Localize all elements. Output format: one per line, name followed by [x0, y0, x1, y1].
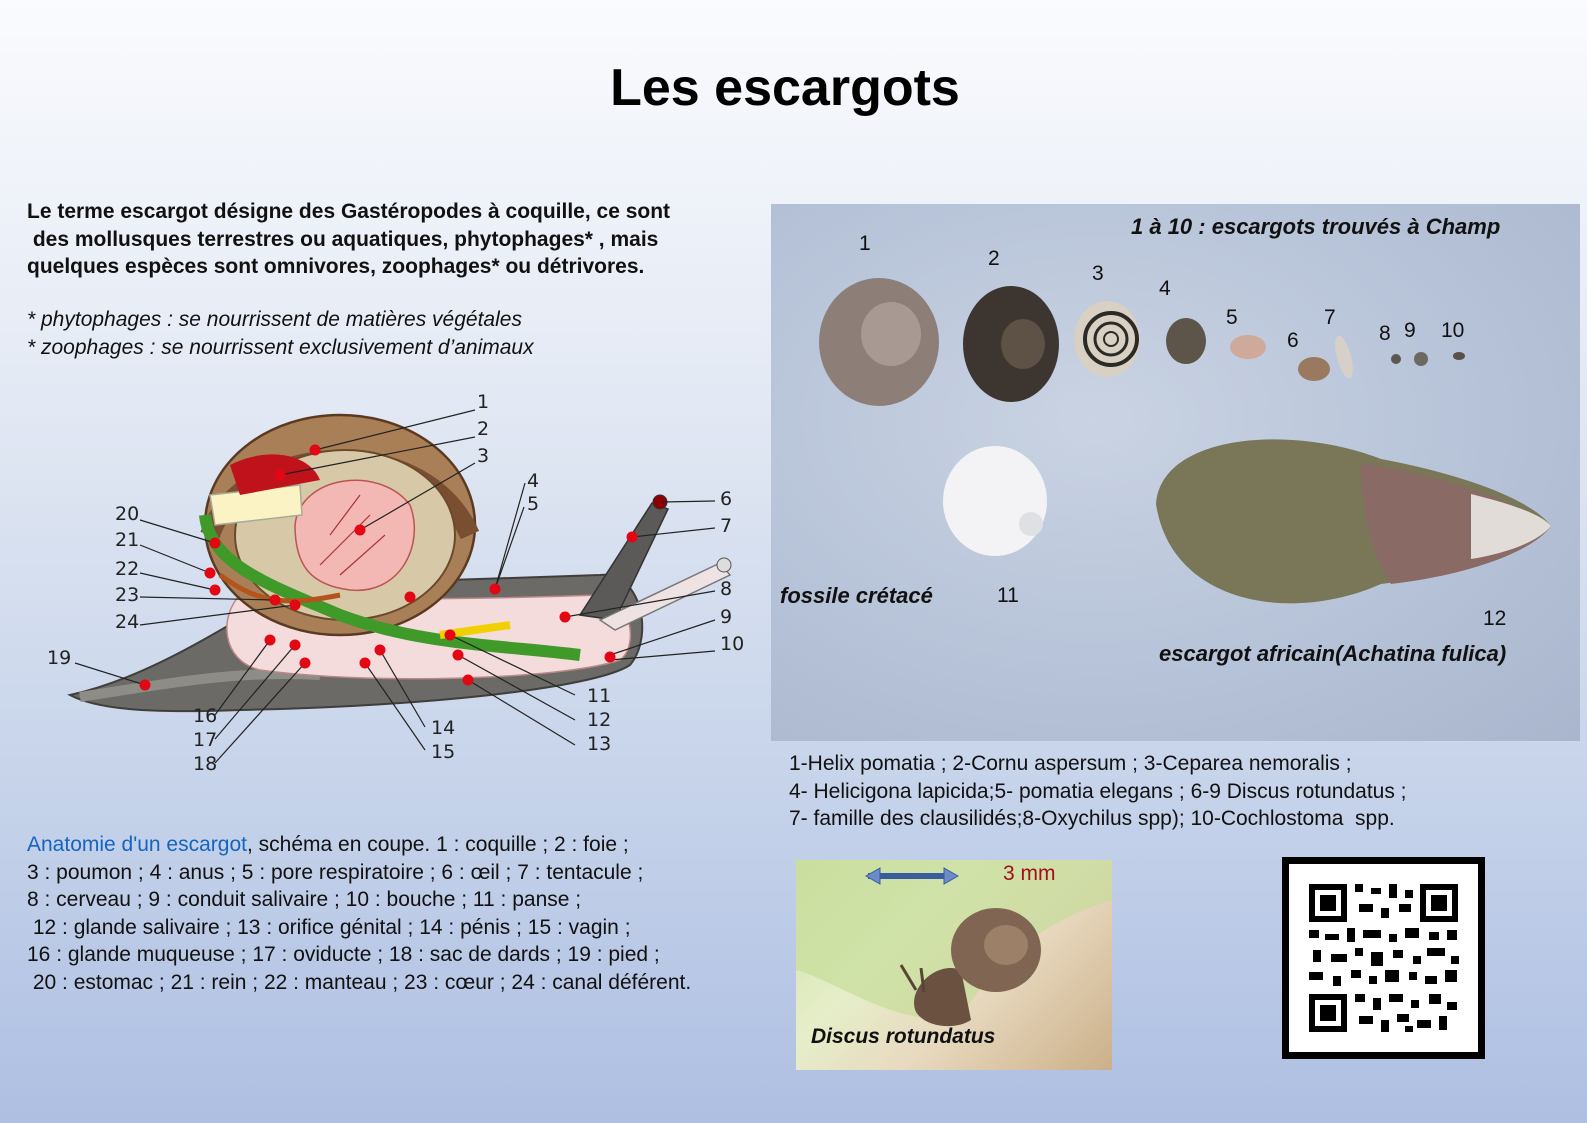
diagram-label: 13 — [587, 733, 612, 755]
shells-photo — [771, 204, 1580, 741]
diagram-label: 2 — [477, 418, 490, 440]
diagram-label: 11 — [587, 685, 612, 707]
diagram-label: 1 — [477, 391, 490, 413]
diagram-label: 20 — [115, 503, 140, 525]
diagram-label: 24 — [115, 611, 140, 633]
discus-photo — [796, 860, 1112, 1070]
legend-line — [27, 831, 797, 859]
legend-line: 20 : estomac ; 21 : rein ; 22 : manteau ; 23 : cœur ; 24 : canal déférent. — [27, 970, 692, 994]
legend-line: 3 : poumon ; 4 : anus ; 5 : pore respiratoire ; 6 : œil ; 7 : tentacule ; — [27, 860, 644, 884]
shell-number: 11 — [997, 584, 1019, 607]
page-title: Les escargots — [610, 59, 960, 117]
definition-zoophages: * zoophages : se nourrissent exclusivement d’animaux — [27, 336, 534, 359]
species-line: 7- famille des clausilidés;8-Oxychilus spp); 10-Cochlostoma spp. — [789, 807, 1395, 830]
legend-text: , schéma en coupe. 1 : coquille ; 2 : foie ; — [246, 833, 629, 856]
definitions — [27, 306, 767, 362]
shell-number: 10 — [1441, 319, 1465, 342]
shell-number: 5 — [1226, 306, 1238, 329]
diagram-label: 9 — [720, 606, 733, 628]
diagram-label: 21 — [115, 529, 140, 551]
shell-number: 12 — [1483, 607, 1507, 630]
species-list — [789, 750, 1579, 833]
shell-number: 8 — [1379, 322, 1391, 345]
discus-caption: Discus rotundatus — [811, 1025, 996, 1048]
diagram-label: 10 — [720, 633, 745, 655]
diagram-label: 15 — [431, 741, 456, 763]
diagram-label: 12 — [587, 709, 612, 731]
shell-number: 2 — [988, 247, 1000, 270]
legend-line: 16 : glande muqueuse ; 17 : oviducte ; 18 : sac de dards ; 19 : pied ; — [27, 943, 660, 966]
definition-phytophages: * phytophages : se nourrissent de matières végétales — [27, 308, 522, 331]
scale-label: 3 mm — [1003, 862, 1056, 885]
legend-line: 12 : glande salivaire ; 13 : orifice génital ; 14 : pénis ; 15 : vagin ; — [27, 915, 631, 939]
diagram-label: 5 — [527, 493, 540, 515]
shell-number: 3 — [1092, 262, 1104, 285]
anatomy-link[interactable]: Anatomie d'un escargot — [27, 833, 247, 856]
fossil-caption: fossile crétacé — [780, 583, 933, 608]
snail-anatomy-diagram — [40, 385, 760, 785]
diagram-label: 19 — [47, 647, 72, 669]
intro-line: quelques espèces sont omnivores, zoophages* ou détrivores. — [27, 255, 645, 278]
diagram-label: 6 — [720, 488, 733, 510]
shell-number: 9 — [1404, 319, 1416, 342]
diagram-label: 23 — [115, 584, 140, 606]
diagram-label: 22 — [115, 558, 140, 580]
diagram-label: 17 — [193, 729, 218, 751]
diagram-label: 7 — [720, 515, 733, 537]
diagram-label: 3 — [477, 445, 490, 467]
species-line: 1-Helix pomatia ; 2-Cornu aspersum ; 3-Ceparea nemoralis ; — [789, 752, 1352, 775]
african-snail-caption: escargot africain(Achatina fulica) — [1159, 641, 1507, 666]
shell-number: 4 — [1159, 277, 1171, 300]
legend-line: 8 : cerveau ; 9 : conduit salivaire ; 10 : bouche ; 11 : panse ; — [27, 888, 582, 911]
shell-number: 1 — [859, 232, 871, 255]
shell-number: 6 — [1287, 329, 1299, 352]
diagram-label: 18 — [193, 753, 218, 775]
shell-number: 7 — [1324, 306, 1336, 329]
intro-paragraph — [27, 198, 767, 281]
intro-line: des mollusques terrestres ou aquatiques, phytophages* , mais — [27, 227, 659, 251]
diagram-label: 14 — [431, 717, 456, 739]
species-line: 4- Helicigona lapicida;5- pomatia elegans ; 6-9 Discus rotundatus ; — [789, 779, 1407, 803]
diagram-label: 4 — [527, 470, 540, 492]
diagram-label: 16 — [193, 705, 218, 727]
photo-header: 1 à 10 : escargots trouvés à Champ — [1131, 214, 1501, 239]
intro-line: Le terme escargot désigne des Gastéropodes à coquille, ce sont — [27, 200, 671, 223]
qr-code[interactable] — [1282, 857, 1485, 1059]
anatomy-legend — [27, 831, 797, 996]
diagram-label: 8 — [720, 578, 733, 600]
qr-code-pattern — [1289, 864, 1478, 1052]
